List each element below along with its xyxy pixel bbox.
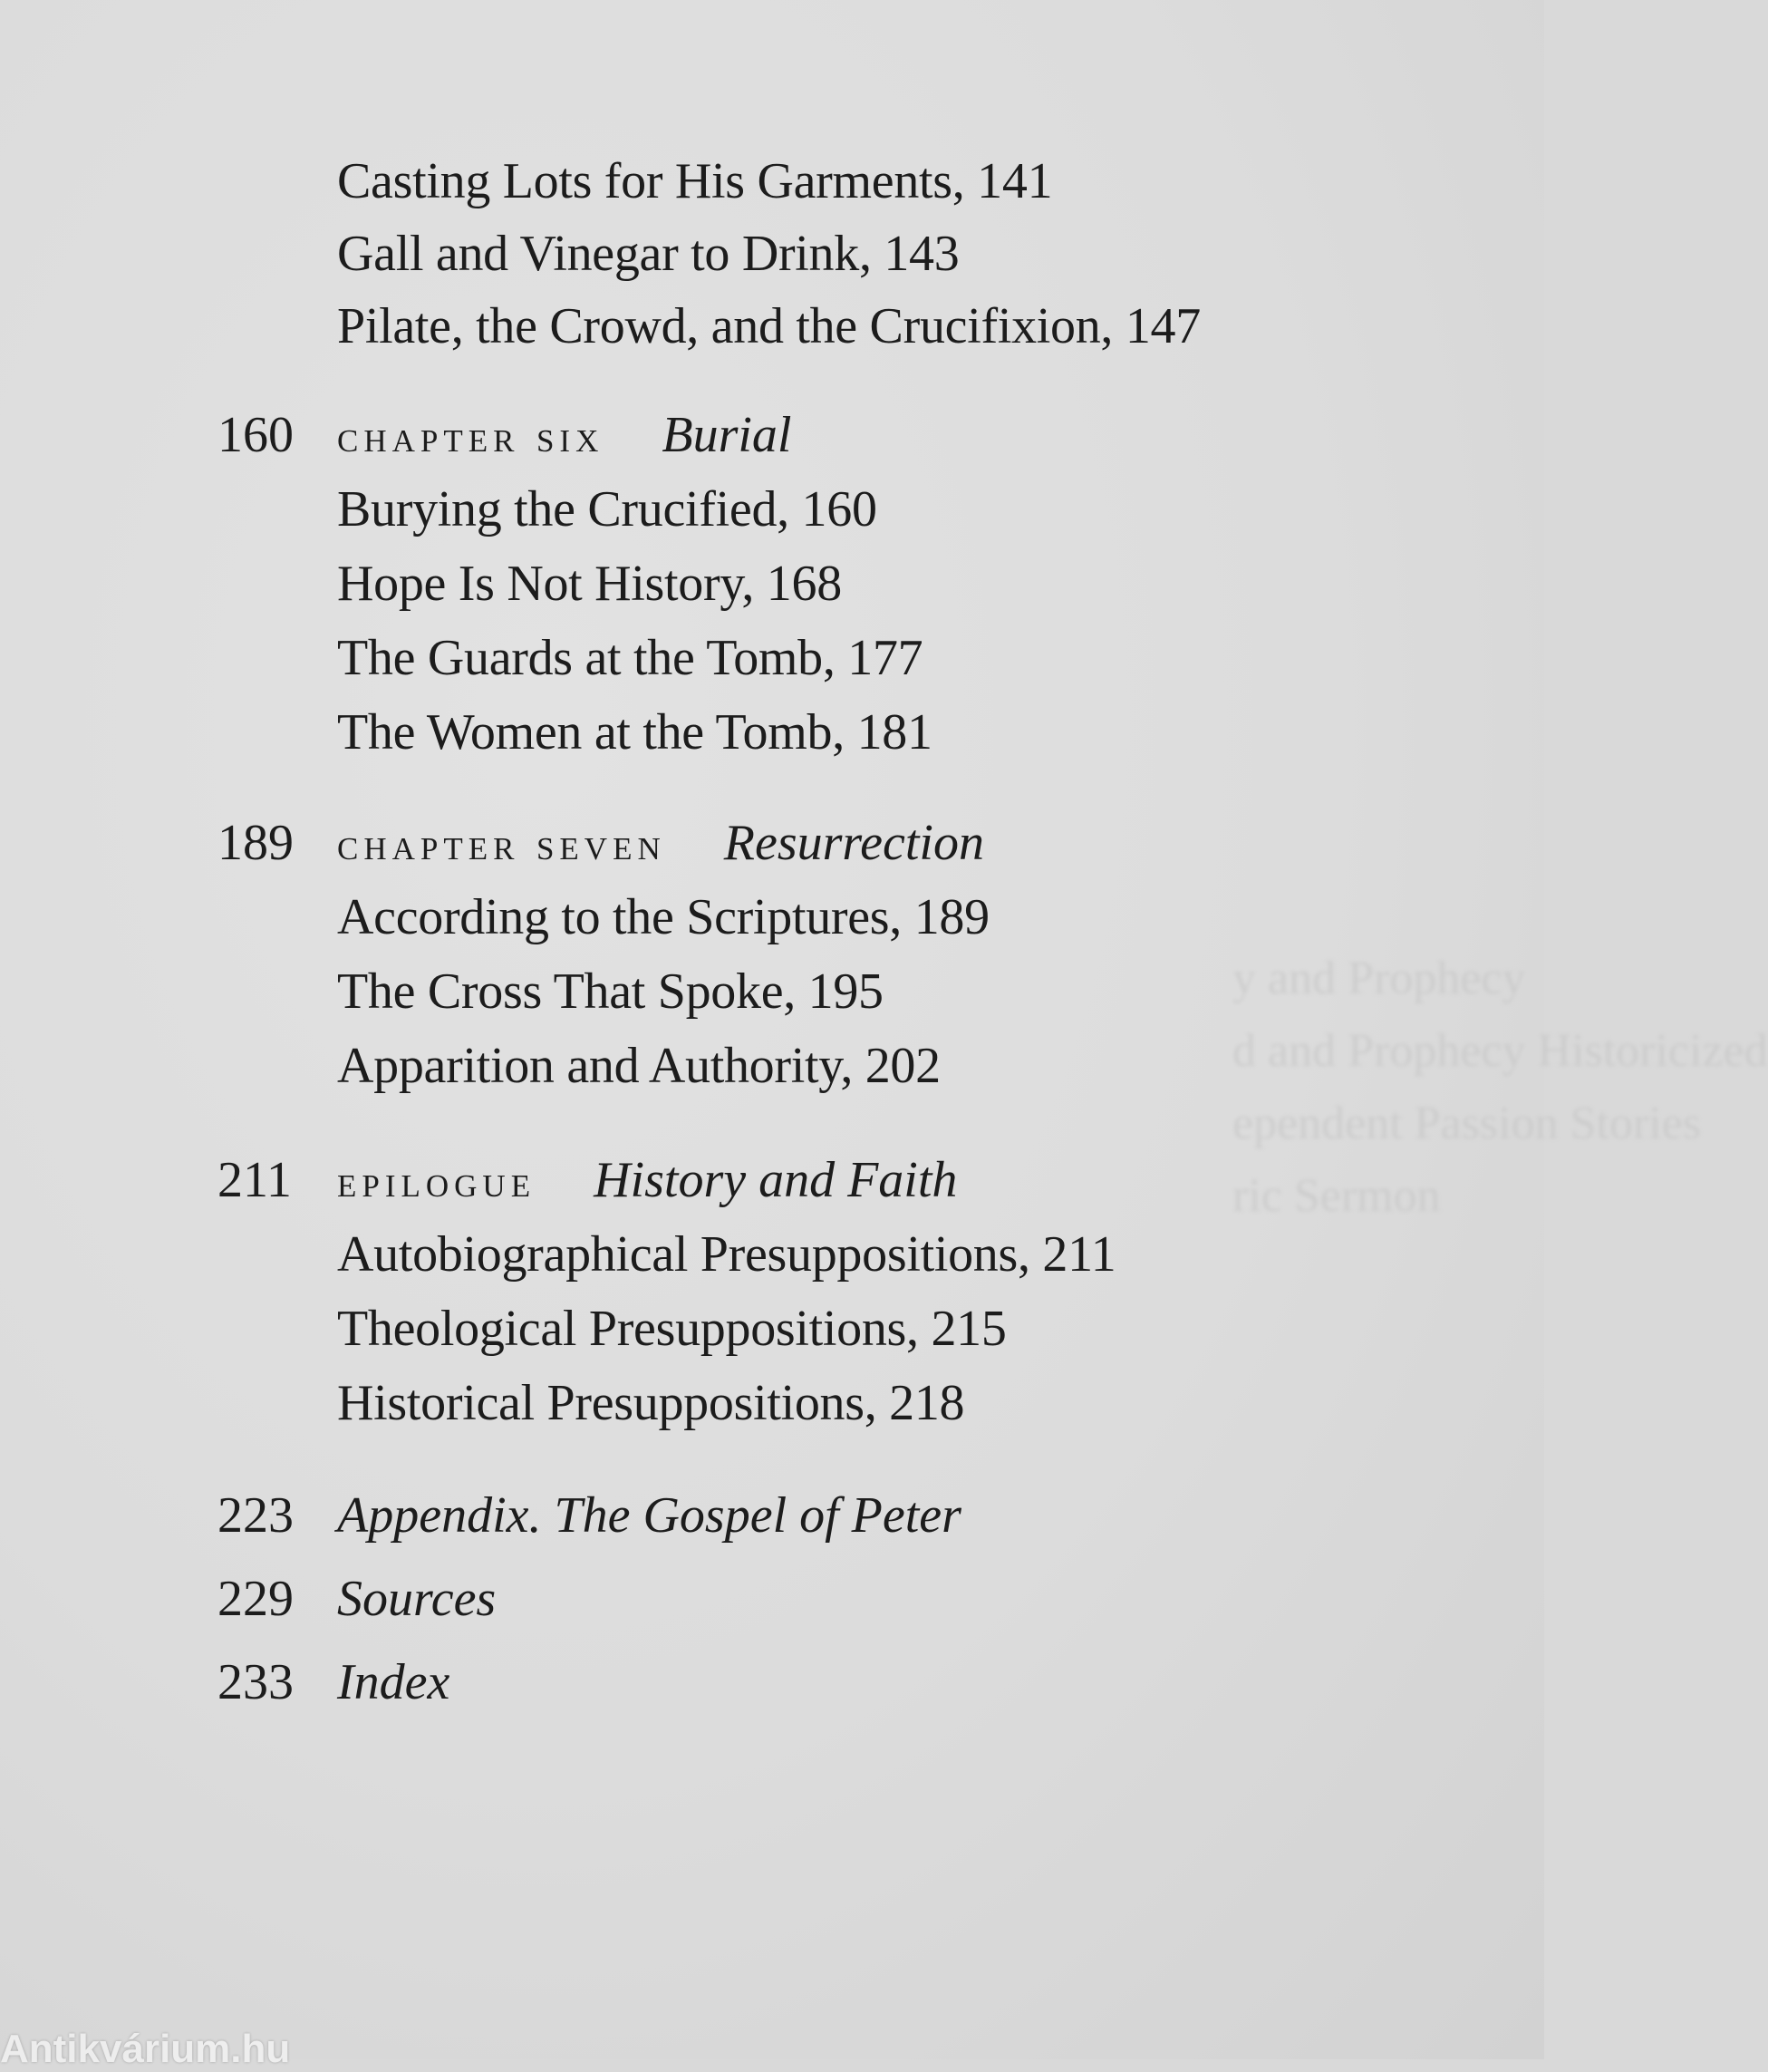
chapter-page-number: 160	[217, 407, 294, 463]
show-through-text: y and Prophecy d and Prophecy Historicized ependent Passion Stories ric Sermon	[1232, 953, 1768, 1222]
back-matter-index	[217, 1653, 449, 1711]
chapter-title: Resurrection	[723, 815, 984, 871]
chapter-page-number: 211	[217, 1152, 292, 1208]
back-matter-page: 233	[217, 1654, 294, 1710]
chapter-page-number: 189	[217, 815, 294, 871]
chapter-title: Burial	[662, 407, 792, 463]
back-matter-title: Appendix. The Gospel of Peter	[337, 1487, 961, 1544]
toc-entry: Apparition and Authority, 202	[337, 1038, 941, 1094]
toc-entry: Theological Presuppositions, 215	[337, 1301, 1007, 1357]
back-matter-page: 229	[217, 1571, 294, 1627]
chapter-title: History and Faith	[594, 1152, 958, 1208]
toc-entry: Burying the Crucified, 160	[337, 481, 877, 537]
watermark: Antikvárium.hu	[0, 2027, 291, 2071]
toc-entry: Historical Presuppositions, 218	[337, 1375, 965, 1431]
toc-entry: The Cross That Spoke, 195	[337, 963, 884, 1020]
back-matter-title: Index	[337, 1654, 450, 1710]
toc-entry: Gall and Vinegar to Drink, 143	[337, 226, 960, 282]
chapter-label: chapter six	[337, 411, 604, 461]
back-matter-appendix	[217, 1486, 961, 1544]
chapter-label: chapter seven	[337, 818, 666, 869]
toc-entry: Pilate, the Crowd, and the Crucifixion, 147	[337, 298, 1201, 354]
epilogue-heading	[217, 1151, 957, 1210]
chapter-heading-seven	[217, 814, 984, 873]
toc-entry: Casting Lots for His Garments, 141	[337, 153, 1053, 209]
back-matter-title: Sources	[337, 1571, 497, 1627]
toc-entry: According to the Scriptures, 189	[337, 889, 990, 945]
back-matter-page: 223	[217, 1487, 294, 1544]
chapter-label: epilogue	[337, 1156, 536, 1206]
back-matter-sources	[217, 1570, 496, 1628]
toc-entry: The Guards at the Tomb, 177	[337, 630, 923, 686]
toc-entry: Hope Is Not History, 168	[337, 556, 842, 612]
toc-entry: The Women at the Tomb, 181	[337, 704, 932, 760]
toc-entry: Autobiographical Presuppositions, 211	[337, 1226, 1116, 1283]
chapter-heading-six	[217, 406, 792, 465]
